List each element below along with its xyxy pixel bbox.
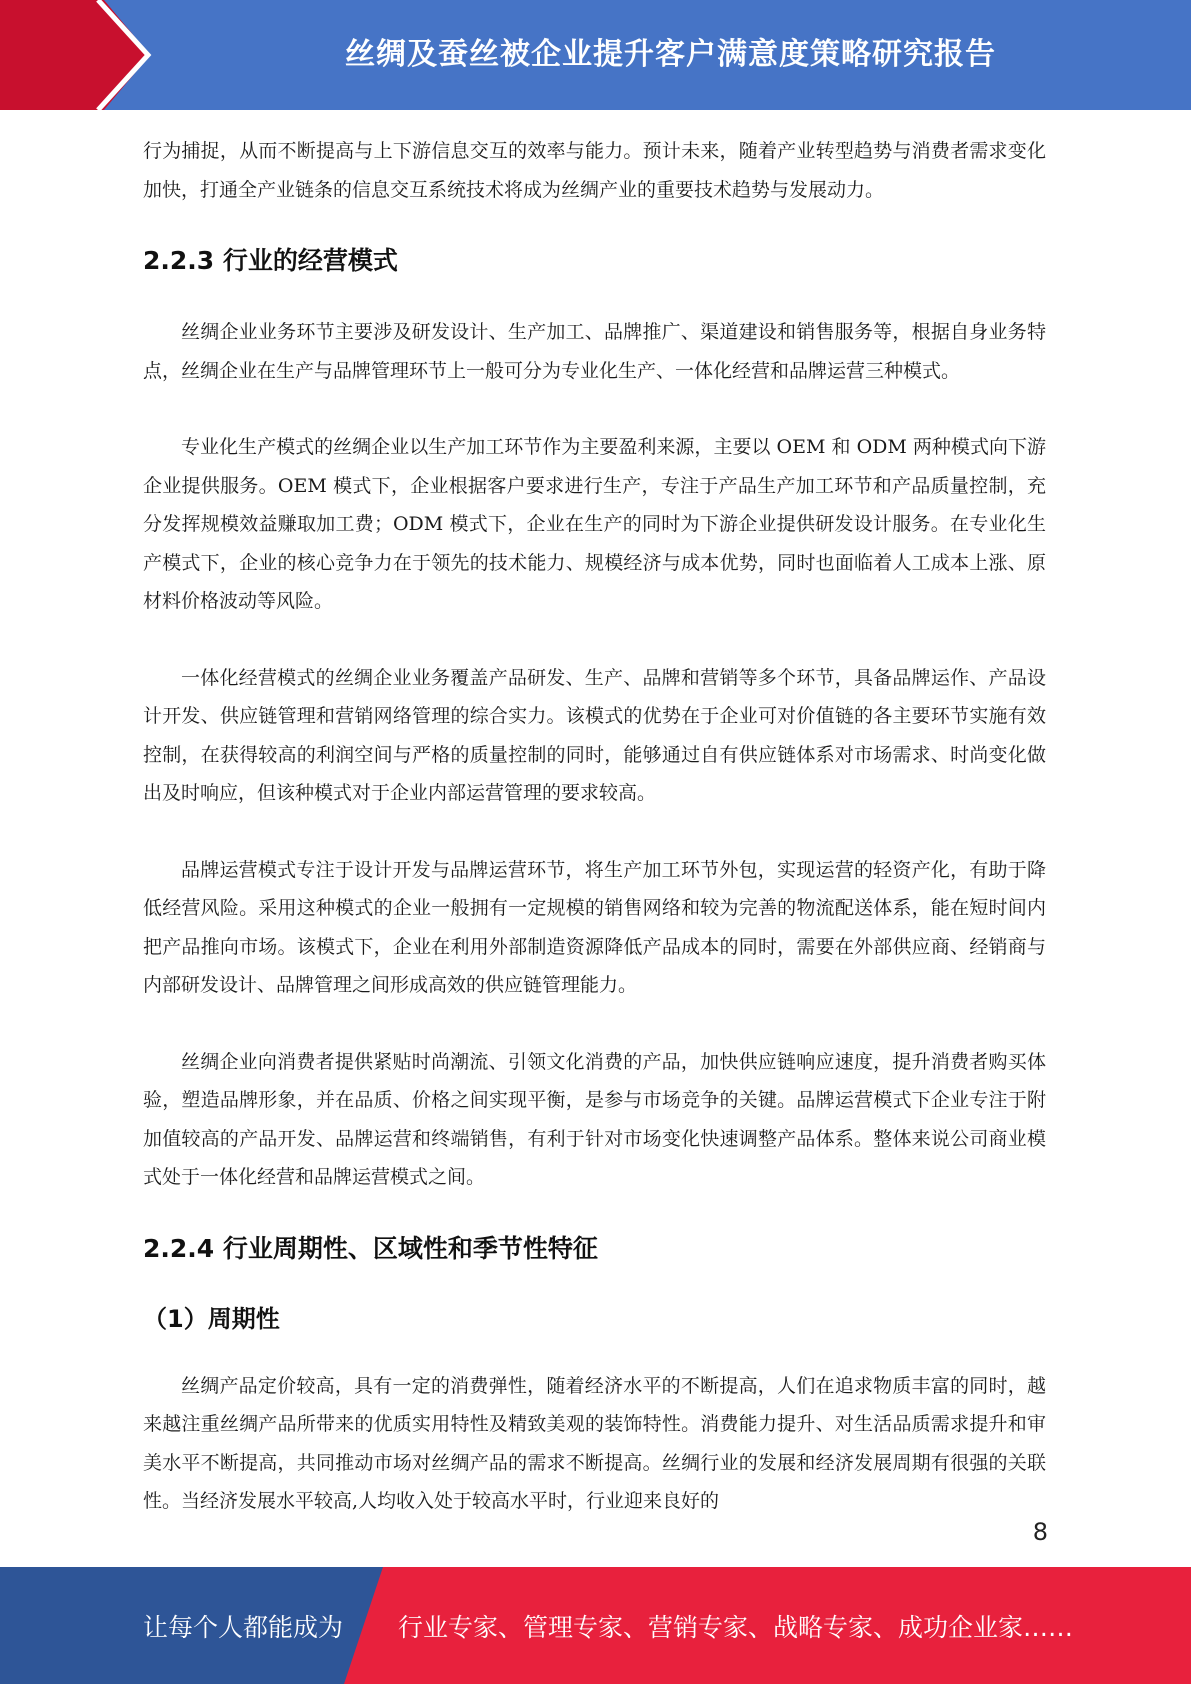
footer-slogan-left: 让每个人都能成为	[143, 1612, 344, 1642]
section-heading-2-2-3: 2.2.3 行业的经营模式	[143, 246, 398, 275]
body-paragraph: 丝绸产品定价较高，具有一定的消费弹性，随着经济水平的不断提高，人们在追求物质丰富的同时，越来越注重丝绸产品所带来的优质实用特性及精致美观的装饰特性。消费能力提升、对生活品质需求提升和审美水平不断提高，共同推动市场对丝绸产品的需求不断提高。丝绸行业的发展和经济发展周期有很强的关联性。当经济发展水平较高,人均收入处于较高水平时，行业迎来良好的	[143, 1374, 1046, 1512]
section-heading-2-2-4: 2.2.4 行业周期性、区域性和季节性特征	[143, 1233, 598, 1263]
body-paragraph: 品牌运营模式专注于设计开发与品牌运营环节，将生产加工环节外包，实现运营的轻资产化，有助于降低经营风险。采用这种模式的企业一般拥有一定规模的销售网络和较为完善的物流配送体系，能在短时间内把产品推向市场。该模式下，企业在利用外部制造资源降低产品成本的同时，需要在外部供应商、经销商与内部研发设计、品牌管理之间形成高效的供应链管理能力。	[143, 858, 1046, 996]
page-footer	[0, 1567, 1191, 1684]
page-number: 8	[1032, 1518, 1048, 1546]
subsection-heading-cyclicality: （1）周期性	[143, 1304, 280, 1333]
page-body	[143, 132, 1046, 1521]
footer-slogan-right: 行业专家、管理专家、营销专家、战略专家、成功企业家……	[398, 1612, 1074, 1642]
body-paragraph: 丝绸企业业务环节主要涉及研发设计、生产加工、品牌推广、渠道建设和销售服务等，根据自身业务特点，丝绸企业在生产与品牌管理环节上一般可分为专业化生产、一体化经营和品牌运营三种模式。	[143, 321, 1046, 382]
body-paragraph: 一体化经营模式的丝绸企业业务覆盖产品研发、生产、品牌和营销等多个环节，具备品牌运作、产品设计开发、供应链管理和营销网络管理的综合实力。该模式的优势在于企业可对价值链的各主要环节实施有效控制，在获得较高的利润空间与严格的质量控制的同时，能够通过自有供应链体系对市场需求、时尚变化做出及时响应，但该种模式对于企业内部运营管理的要求较高。	[143, 666, 1046, 804]
intro-paragraph: 行为捕捉，从而不断提高与上下游信息交互的效率与能力。预计未来，随着产业转型趋势与消费者需求变化加快，打通全产业链条的信息交互系统技术将成为丝绸产业的重要技术趋势与发展动力。	[143, 140, 1046, 201]
report-title: 丝绸及蚕丝被企业提升客户满意度策略研究报告	[345, 37, 996, 72]
body-paragraph: 专业化生产模式的丝绸企业以生产加工环节作为主要盈利来源，主要以 OEM 和 ODM 两种模式向下游企业提供服务。OEM 模式下，企业根据客户要求进行生产，专注于产品生产加工环节和产品质量控制，充分发挥规模效益赚取加工费；ODM 模式下，企业在生产的同时为下游企业提供研发设计服务。在专业化生产模式下，企业的核心竞争力在于领先的技术能力、规模经济与成本优势，同时也面临着人工成本上涨、原材料价格波动等风险。	[143, 436, 1046, 612]
page-header	[0, 0, 1191, 110]
body-paragraph: 丝绸企业向消费者提供紧贴时尚潮流、引领文化消费的产品，加快供应链响应速度，提升消费者购买体验，塑造品牌形象，并在品质、价格之间实现平衡，是参与市场竞争的关键。品牌运营模式下企业专注于附加值较高的产品开发、品牌运营和终端销售，有利于针对市场变化快速调整产品体系。整体来说公司商业模式处于一体化经营和品牌运营模式之间。	[143, 1050, 1046, 1188]
